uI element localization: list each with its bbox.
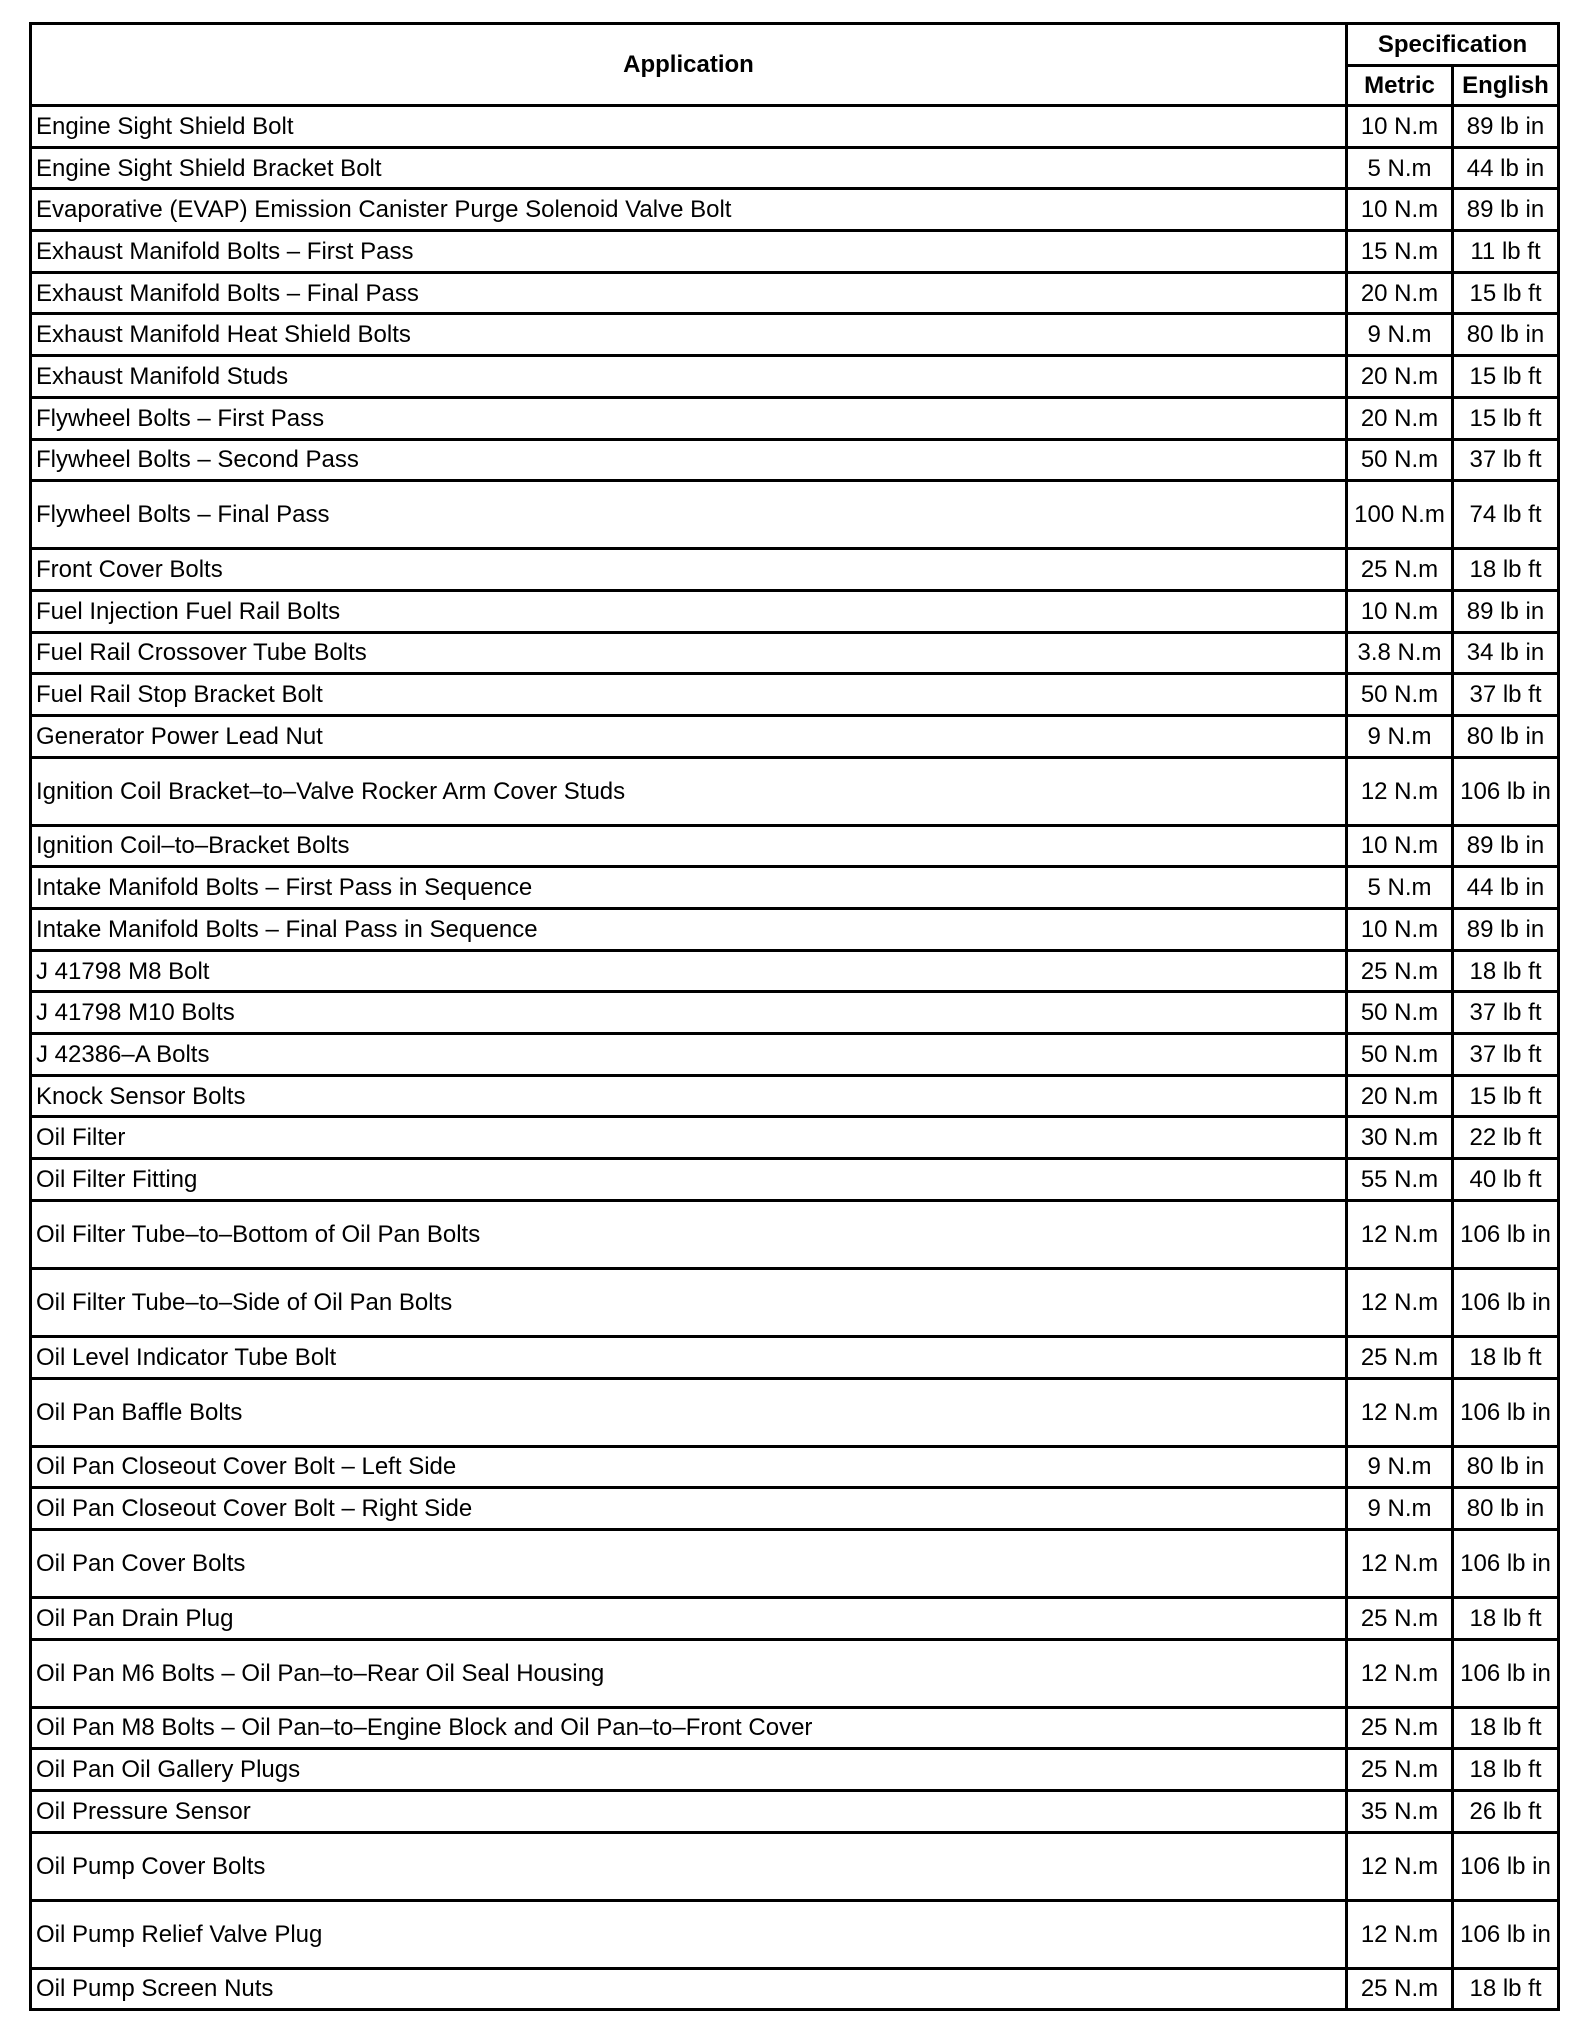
table-row: [31, 1446, 1559, 1488]
table-row: [31, 950, 1559, 992]
metric-cell: 5 N.m: [1347, 867, 1453, 909]
metric-cell: 50 N.m: [1347, 439, 1453, 481]
application-cell: Oil Pump Cover Bolts: [31, 1832, 1347, 1900]
english-cell: 89 lb in: [1453, 909, 1559, 951]
english-cell: 18 lb ft: [1453, 549, 1559, 591]
application-cell: Exhaust Manifold Bolts – First Pass: [31, 231, 1347, 273]
english-cell: 80 lb in: [1453, 715, 1559, 757]
metric-cell: 12 N.m: [1347, 1639, 1453, 1707]
table-row: [31, 590, 1559, 632]
application-cell: Fuel Injection Fuel Rail Bolts: [31, 590, 1347, 632]
english-cell: 106 lb in: [1453, 1639, 1559, 1707]
application-cell: Oil Pump Relief Valve Plug: [31, 1900, 1347, 1968]
application-cell: Oil Pan M6 Bolts – Oil Pan–to–Rear Oil Seal Housing: [31, 1639, 1347, 1707]
table-row: [31, 1749, 1559, 1791]
application-cell: Fuel Rail Stop Bracket Bolt: [31, 674, 1347, 716]
table-row: [31, 1034, 1559, 1076]
metric-cell: 50 N.m: [1347, 992, 1453, 1034]
english-cell: 40 lb ft: [1453, 1159, 1559, 1201]
table-row: [31, 1336, 1559, 1378]
metric-cell: 12 N.m: [1347, 757, 1453, 825]
application-cell: Oil Filter Tube–to–Bottom of Oil Pan Bolts: [31, 1200, 1347, 1268]
english-cell: 74 lb ft: [1453, 481, 1559, 549]
english-cell: 18 lb ft: [1453, 1968, 1559, 2010]
specification-column-header: Specification: [1347, 24, 1559, 66]
metric-cell: 100 N.m: [1347, 481, 1453, 549]
table-row: [31, 1707, 1559, 1749]
table-header: [31, 24, 1559, 106]
metric-cell: 10 N.m: [1347, 189, 1453, 231]
table-row: [31, 439, 1559, 481]
english-cell: 106 lb in: [1453, 1200, 1559, 1268]
english-cell: 37 lb ft: [1453, 992, 1559, 1034]
english-cell: 106 lb in: [1453, 1832, 1559, 1900]
table-row: [31, 632, 1559, 674]
metric-cell: 10 N.m: [1347, 106, 1453, 148]
table-row: [31, 147, 1559, 189]
english-cell: 26 lb ft: [1453, 1790, 1559, 1832]
metric-cell: 10 N.m: [1347, 909, 1453, 951]
application-cell: Oil Pan M8 Bolts – Oil Pan–to–Engine Block and Oil Pan–to–Front Cover: [31, 1707, 1347, 1749]
table-row: [31, 1268, 1559, 1336]
application-cell: Knock Sensor Bolts: [31, 1075, 1347, 1117]
table-row: [31, 1378, 1559, 1446]
metric-cell: 20 N.m: [1347, 397, 1453, 439]
english-cell: 15 lb ft: [1453, 397, 1559, 439]
application-cell: Flywheel Bolts – Second Pass: [31, 439, 1347, 481]
application-cell: J 41798 M8 Bolt: [31, 950, 1347, 992]
english-cell: 34 lb in: [1453, 632, 1559, 674]
application-cell: Oil Pump Screen Nuts: [31, 1968, 1347, 2010]
metric-cell: 50 N.m: [1347, 1034, 1453, 1076]
english-cell: 18 lb ft: [1453, 1336, 1559, 1378]
english-cell: 18 lb ft: [1453, 950, 1559, 992]
english-cell: 15 lb ft: [1453, 1075, 1559, 1117]
table-row: [31, 1832, 1559, 1900]
metric-cell: 9 N.m: [1347, 715, 1453, 757]
application-cell: J 42386–A Bolts: [31, 1034, 1347, 1076]
table-row: [31, 1597, 1559, 1639]
english-cell: 18 lb ft: [1453, 1707, 1559, 1749]
application-cell: Oil Pan Oil Gallery Plugs: [31, 1749, 1347, 1791]
metric-cell: 15 N.m: [1347, 231, 1453, 273]
metric-cell: 12 N.m: [1347, 1200, 1453, 1268]
application-cell: Intake Manifold Bolts – First Pass in Sequence: [31, 867, 1347, 909]
table-row: [31, 1790, 1559, 1832]
metric-cell: 30 N.m: [1347, 1117, 1453, 1159]
metric-cell: 55 N.m: [1347, 1159, 1453, 1201]
application-cell: Engine Sight Shield Bolt: [31, 106, 1347, 148]
english-cell: 106 lb in: [1453, 1900, 1559, 1968]
application-cell: Exhaust Manifold Bolts – Final Pass: [31, 272, 1347, 314]
metric-cell: 12 N.m: [1347, 1529, 1453, 1597]
application-cell: Oil Pan Drain Plug: [31, 1597, 1347, 1639]
application-cell: Engine Sight Shield Bracket Bolt: [31, 147, 1347, 189]
application-cell: J 41798 M10 Bolts: [31, 992, 1347, 1034]
application-cell: Ignition Coil–to–Bracket Bolts: [31, 825, 1347, 867]
metric-cell: 20 N.m: [1347, 272, 1453, 314]
english-cell: 18 lb ft: [1453, 1597, 1559, 1639]
table-row: [31, 1159, 1559, 1201]
metric-cell: 9 N.m: [1347, 1446, 1453, 1488]
english-cell: 106 lb in: [1453, 1378, 1559, 1446]
table-row: [31, 1117, 1559, 1159]
english-cell: 89 lb in: [1453, 590, 1559, 632]
english-cell: 80 lb in: [1453, 1446, 1559, 1488]
english-cell: 89 lb in: [1453, 189, 1559, 231]
table-row: [31, 549, 1559, 591]
metric-cell: 9 N.m: [1347, 1488, 1453, 1530]
english-cell: 89 lb in: [1453, 825, 1559, 867]
application-cell: Ignition Coil Bracket–to–Valve Rocker Arm Cover Studs: [31, 757, 1347, 825]
application-cell: Oil Pressure Sensor: [31, 1790, 1347, 1832]
metric-cell: 10 N.m: [1347, 590, 1453, 632]
table-row: [31, 231, 1559, 273]
english-cell: 80 lb in: [1453, 314, 1559, 356]
table-row: [31, 715, 1559, 757]
application-cell: Oil Filter: [31, 1117, 1347, 1159]
metric-cell: 20 N.m: [1347, 356, 1453, 398]
table-row: [31, 1488, 1559, 1530]
table-row: [31, 481, 1559, 549]
table-row: [31, 992, 1559, 1034]
table-row: [31, 314, 1559, 356]
english-cell: 37 lb ft: [1453, 674, 1559, 716]
application-column-header: Application: [31, 24, 1347, 106]
application-cell: Oil Level Indicator Tube Bolt: [31, 1336, 1347, 1378]
metric-cell: 25 N.m: [1347, 1597, 1453, 1639]
metric-column-header: Metric: [1347, 66, 1453, 106]
english-cell: 44 lb in: [1453, 147, 1559, 189]
english-cell: 22 lb ft: [1453, 1117, 1559, 1159]
english-cell: 106 lb in: [1453, 1529, 1559, 1597]
metric-cell: 25 N.m: [1347, 1749, 1453, 1791]
english-cell: 106 lb in: [1453, 757, 1559, 825]
table-row: [31, 1639, 1559, 1707]
table-row: [31, 1075, 1559, 1117]
application-cell: Oil Pan Cover Bolts: [31, 1529, 1347, 1597]
metric-cell: 12 N.m: [1347, 1832, 1453, 1900]
application-cell: Exhaust Manifold Studs: [31, 356, 1347, 398]
metric-cell: 10 N.m: [1347, 825, 1453, 867]
metric-cell: 50 N.m: [1347, 674, 1453, 716]
metric-cell: 25 N.m: [1347, 549, 1453, 591]
table-body: [31, 106, 1559, 2010]
table-row: [31, 189, 1559, 231]
english-cell: 44 lb in: [1453, 867, 1559, 909]
metric-cell: 35 N.m: [1347, 1790, 1453, 1832]
application-cell: Flywheel Bolts – First Pass: [31, 397, 1347, 439]
english-cell: 89 lb in: [1453, 106, 1559, 148]
application-cell: Flywheel Bolts – Final Pass: [31, 481, 1347, 549]
metric-cell: 20 N.m: [1347, 1075, 1453, 1117]
metric-cell: 25 N.m: [1347, 1968, 1453, 2010]
metric-cell: 9 N.m: [1347, 314, 1453, 356]
metric-cell: 12 N.m: [1347, 1268, 1453, 1336]
table-row: [31, 356, 1559, 398]
table-row: [31, 397, 1559, 439]
table-row: [31, 1200, 1559, 1268]
torque-specification-table: [29, 22, 1560, 2011]
application-cell: Oil Pan Baffle Bolts: [31, 1378, 1347, 1446]
application-cell: Front Cover Bolts: [31, 549, 1347, 591]
table-row: [31, 1968, 1559, 2010]
metric-cell: 5 N.m: [1347, 147, 1453, 189]
english-cell: 15 lb ft: [1453, 272, 1559, 314]
metric-cell: 12 N.m: [1347, 1900, 1453, 1968]
table-row: [31, 674, 1559, 716]
table-row: [31, 1900, 1559, 1968]
header-row: [31, 24, 1559, 66]
metric-cell: 12 N.m: [1347, 1378, 1453, 1446]
english-cell: 37 lb ft: [1453, 439, 1559, 481]
application-cell: Evaporative (EVAP) Emission Canister Purge Solenoid Valve Bolt: [31, 189, 1347, 231]
english-cell: 18 lb ft: [1453, 1749, 1559, 1791]
application-cell: Oil Filter Tube–to–Side of Oil Pan Bolts: [31, 1268, 1347, 1336]
table-row: [31, 272, 1559, 314]
table-row: [31, 867, 1559, 909]
application-cell: Oil Pan Closeout Cover Bolt – Right Side: [31, 1488, 1347, 1530]
table-row: [31, 1529, 1559, 1597]
english-cell: 80 lb in: [1453, 1488, 1559, 1530]
application-cell: Oil Filter Fitting: [31, 1159, 1347, 1201]
metric-cell: 25 N.m: [1347, 1336, 1453, 1378]
application-cell: Oil Pan Closeout Cover Bolt – Left Side: [31, 1446, 1347, 1488]
table-row: [31, 825, 1559, 867]
metric-cell: 3.8 N.m: [1347, 632, 1453, 674]
english-cell: 106 lb in: [1453, 1268, 1559, 1336]
english-cell: 37 lb ft: [1453, 1034, 1559, 1076]
application-cell: Exhaust Manifold Heat Shield Bolts: [31, 314, 1347, 356]
application-cell: Intake Manifold Bolts – Final Pass in Sequence: [31, 909, 1347, 951]
english-column-header: English: [1453, 66, 1559, 106]
english-cell: 15 lb ft: [1453, 356, 1559, 398]
metric-cell: 25 N.m: [1347, 1707, 1453, 1749]
table-row: [31, 909, 1559, 951]
metric-cell: 25 N.m: [1347, 950, 1453, 992]
table-row: [31, 106, 1559, 148]
application-cell: Generator Power Lead Nut: [31, 715, 1347, 757]
application-cell: Fuel Rail Crossover Tube Bolts: [31, 632, 1347, 674]
table-row: [31, 757, 1559, 825]
english-cell: 11 lb ft: [1453, 231, 1559, 273]
